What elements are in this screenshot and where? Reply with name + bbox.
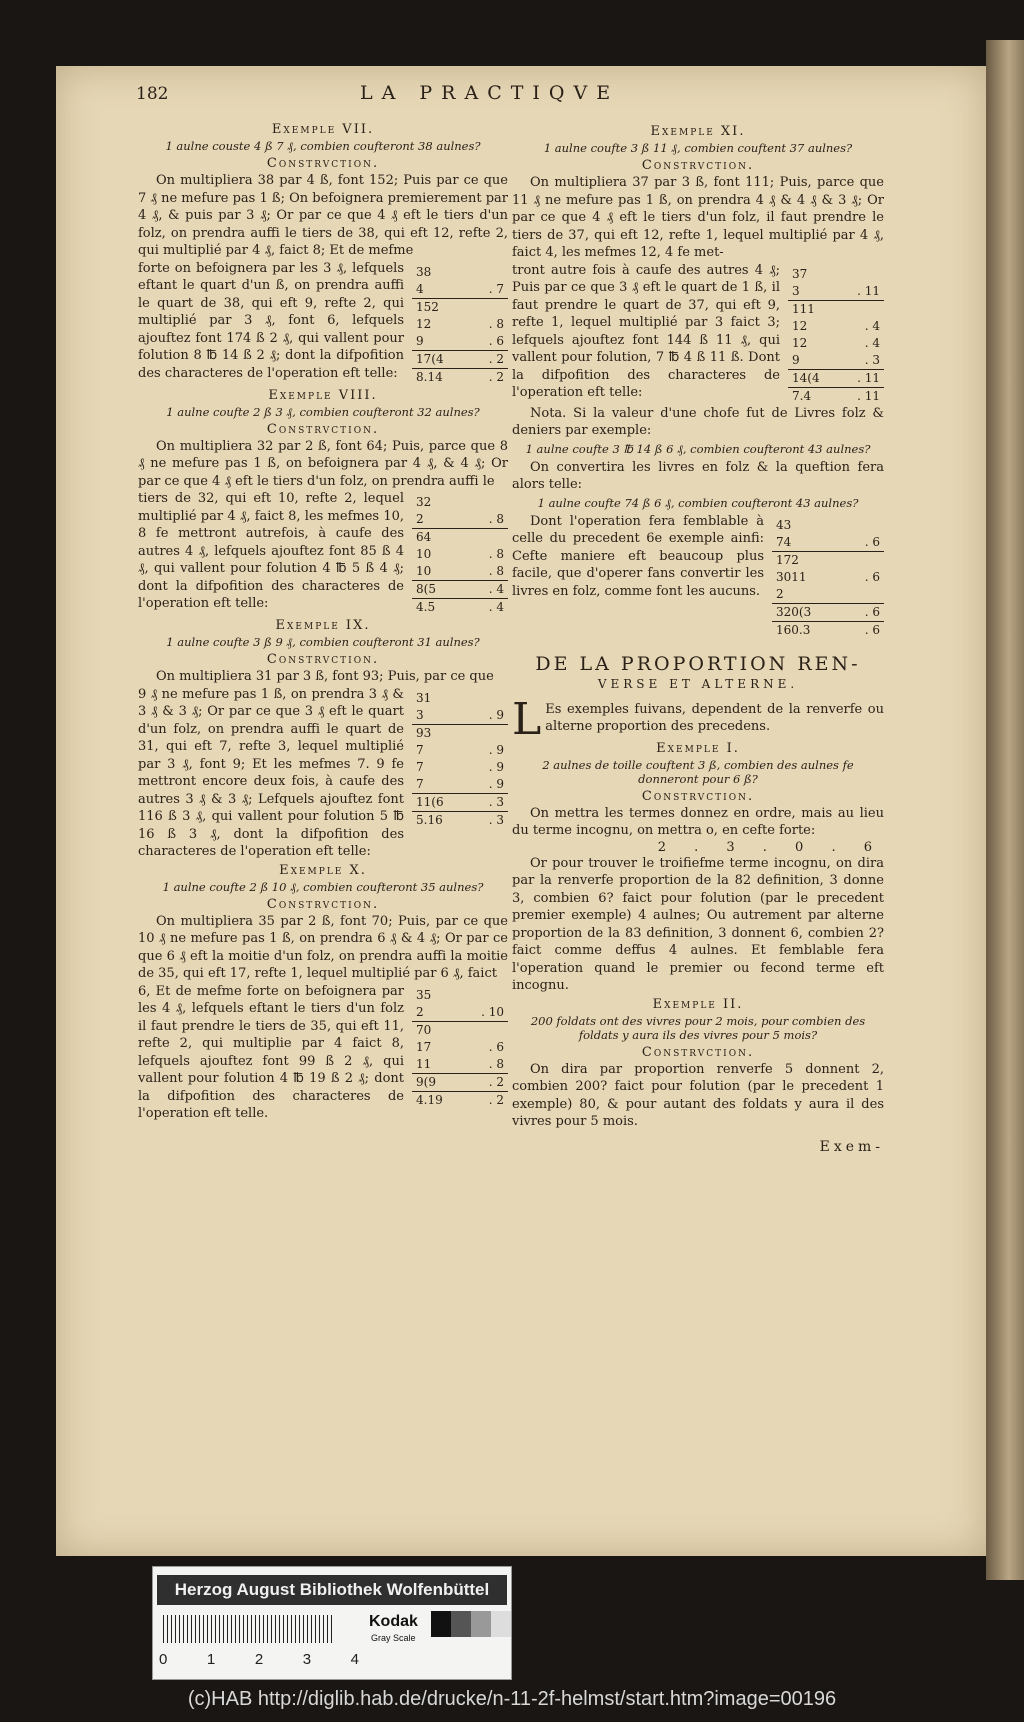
operation-value: . 11 — [857, 283, 880, 298]
example-9-text: On multipliera 31 par 3 ß, font 93; Puis, par ce que — [156, 669, 494, 684]
example-8-text-side: tiers de 32, qui eft 10, refte 2, lequel multiplié par 4 ₰, faict 8, les mefmes 10, 8 fe mettront autrefois, à caufe des autres 4 ₰, lefquels ajouftez font 85 ß 4 ₰, qui vallent pour folution 4 ℔ 5 ß 4 ₰; dont la difpofition des characteres de l'operation eft telle: — [138, 491, 404, 611]
operation-value: . 6 — [864, 622, 880, 637]
operation-row — [772, 604, 884, 622]
operation-value: . 6 — [488, 333, 504, 348]
example-7-text-side: forte on befoignera par les 3 ₰, lefquels eftant le quart d'un ß, on prendra auffi le quart de 38, qui eft 9, refte 2, qui multiplié par 3 ₰, font 6, lefquels ajouftez font 174 ß 2 ₰, qui vallent pour folution 8 ℔ 14 ß 2 ₰; dont la difpofition des characteres de l'operation eft telle: — [138, 260, 404, 381]
operation-row — [788, 283, 884, 301]
operation-row — [412, 529, 508, 546]
operation-value: . 4 — [864, 318, 880, 333]
operation-value: 4.5 — [416, 600, 436, 614]
right-column — [512, 122, 884, 1155]
operation-row — [412, 812, 508, 829]
operation-value: 17 — [416, 1039, 432, 1054]
operation-value: 2 — [416, 512, 424, 526]
operation-value: 320(3 — [776, 604, 812, 619]
operation-value: 111 — [792, 301, 815, 316]
example-7-problem: 1 aulne couste 4 ß 7 ₰, combien coufteront 38 aulnes? — [165, 139, 481, 153]
example-8-operation — [412, 490, 508, 616]
operation-row — [412, 264, 508, 281]
nota-problem-2: 1 aulne coufte 74 ß 6 ₰, combien coufteront 43 aulnes? — [537, 495, 859, 510]
operation-value: . 8 — [488, 512, 504, 526]
operation-value: . 11 — [857, 370, 880, 385]
nota-text-2: On convertira les livres en folz & la queftion fera alors telle: — [512, 459, 884, 492]
ruler-number: 3 — [302, 1651, 312, 1668]
ruler-number: 0 — [159, 1651, 168, 1668]
example-10-construction-heading: Constrvction. — [266, 896, 380, 912]
operation-row — [412, 1022, 508, 1039]
operation-row — [412, 299, 508, 316]
operation-row — [412, 1056, 508, 1074]
operation-value: . 9 — [488, 742, 504, 757]
example-11-operation — [788, 262, 884, 405]
operation-row — [412, 281, 508, 299]
operation-value: 32 — [416, 495, 432, 509]
operation-value: 64 — [416, 530, 432, 544]
operation-row — [412, 599, 508, 616]
operation-row — [772, 622, 884, 639]
operation-row — [772, 586, 884, 604]
example-8-construction-heading: Constrvction. — [266, 421, 380, 437]
nota-problem-1: 1 aulne coufte 3 ℔ 14 ß 6 ₰, combien coufteront 43 aulnes? — [525, 441, 871, 456]
example-10-heading: Exemple X. — [279, 862, 367, 878]
kodak-logo: Kodak — [369, 1613, 418, 1630]
nota-operation — [772, 513, 884, 639]
example-7-operation — [412, 260, 508, 386]
operation-value: 4 — [416, 281, 424, 296]
operation-value: 3 — [792, 283, 800, 298]
example-11-heading: Exemple XI. — [650, 124, 746, 139]
operation-value: . 4 — [488, 600, 504, 614]
operation-value: 11 — [416, 1056, 432, 1071]
example-11-text-side: tront autre fois à caufe des autres 4 ₰; Puis par ce que 3 ₰ eft le quart de 1 ß, il faut prendre le quart de 37, qui eft 9, refte 1, lequel multiplié par 3 faict 3; lefquels ajouftez font 144 ß 11 ₰, qui vallent pour folution, 7 ℔ 4 ß 11 ß. Dont la difpofition des characteres de l'operation eft telle: — [512, 262, 780, 400]
operation-value: 7 — [416, 759, 424, 774]
operation-value: 7 — [416, 776, 424, 791]
operation-value: 17(4 — [416, 351, 444, 366]
example-9-operation — [412, 686, 508, 861]
ruler-ticks — [163, 1615, 333, 1643]
example-8-text: On multipliera 32 par 2 ß, font 64; Puis, parce que 8 ₰ ne mefure pas 1 ß, on befoignera par 4 ₰, & 4 ₰; Or par ce que 4 ₰ eft le tiers d'un folz, on prendra auffi le — [138, 438, 508, 489]
operation-value: 70 — [416, 1022, 432, 1037]
proportion-intro: Es exemples fuivans, dependent de la renverfe ou alterne proportion des precedens. — [545, 701, 884, 734]
proportion-subtitle: VERSE ET ALTERNE. — [597, 676, 799, 691]
operation-value: 3011 — [776, 569, 807, 584]
example-9-text-side: 9 ₰ ne mefure pas 1 ß, on prendra 3 ₰ & 3 ₰ & 3 ₰; Or par ce que 3 ₰ eft le quart d'un folz, on prendra auffi le quart de 31, qui eft 7, refte 3, lequel multiplié par 3 ₰, font 9; Et les mefmes 7. 9 fe mettront encore deux fois, à caufe des autres 3 ₰ & 3 ₰; Lefquels ajouftez font 116 ß 3 ₰, qui vallent pour folution 5 ℔ 16 ß 3 ₰, dont la difpofition des characteres de l'operation eft telle: — [138, 686, 404, 859]
operation-value: . 2 — [488, 1092, 504, 1107]
reverse-example-2-text: On dira par proportion renverfe 5 donnent 2, combien 200? faict pour folution (par le precedent 1 exemple) 80, & pour autant des foldats y aura il des vivres pour 5 mois. — [512, 1061, 884, 1129]
operation-value: . 7 — [488, 281, 504, 296]
kodak-subtitle: Gray Scale — [371, 1633, 416, 1643]
operation-value: . 6 — [864, 604, 880, 619]
operation-value: . 8 — [488, 1056, 504, 1071]
operation-value: . 9 — [488, 759, 504, 774]
example-11-construction-heading: Constrvction. — [641, 158, 755, 173]
operation-value: 14(4 — [792, 370, 820, 385]
operation-row — [412, 494, 508, 511]
operation-row — [412, 369, 508, 386]
operation-value: 10 — [416, 564, 432, 578]
reverse-example-1-sequence: 2 . 3 . 0 . 6 — [657, 839, 884, 855]
operation-value: . 8 — [488, 316, 504, 331]
operation-row — [412, 707, 508, 725]
operation-value: 37 — [792, 266, 808, 281]
operation-row — [412, 794, 508, 812]
example-8-heading: Exemple VIII. — [268, 387, 378, 403]
reverse-example-1-construction-heading: Constrvction. — [641, 788, 755, 804]
scale-strip — [152, 1566, 512, 1680]
operation-row — [412, 581, 508, 599]
operation-value: 160.3 — [776, 622, 811, 637]
operation-value: 35 — [416, 987, 432, 1002]
operation-value: . 11 — [857, 388, 880, 403]
operation-value: 11(6 — [416, 794, 444, 809]
proportion-title: DE LA PROPORTION REN- — [535, 652, 861, 675]
operation-row — [412, 1039, 508, 1056]
operation-value: 74 — [776, 534, 792, 549]
ruler-number: 4 — [350, 1651, 359, 1668]
example-9-problem: 1 aulne coufte 3 ß 9 ₰, combien coufteront 31 aulnes? — [166, 635, 480, 649]
operation-row — [788, 388, 884, 405]
nota-text: Nota. Si la valeur d'une chofe fut de Livres folz & deniers par exemple: — [512, 405, 884, 438]
operation-value: . 3 — [864, 352, 880, 367]
example-10-operation — [412, 983, 508, 1123]
ruler-number: 1 — [206, 1651, 216, 1668]
operation-value: 9 — [416, 333, 424, 348]
example-7-text: On multipliera 38 par 4 ß, font 152; Puis par ce que 7 ₰ ne mefure pas 1 ß; On befoignera premierement par 4 ₰, & puis par 3 ₰; Or par ce que 4 ₰ eft le tiers d'un folz, on prendra auffi le tiers de 38, qui eft 12, refte 2, qui multiplié par 4 ₰, faict 8; Et de mefme — [138, 173, 508, 258]
operation-value: . 3 — [488, 812, 504, 827]
example-9-heading: Exemple IX. — [275, 618, 371, 633]
operation-row — [772, 569, 884, 586]
gray-scale-swatches — [431, 1611, 511, 1637]
reverse-example-1-text-2: Or pour trouver le troifiefme terme incognu, on dira par la renverfe proportion de la 82 definition, 3 donne 3, combien 6? faict pour folution (par le precedent premier exemple) 4 aulnes; Ou autrement par alterne proportion de la 83 definition, 3 donnent 6, combien 2? faict comme deffus 4 aulnes. Et femblable fera l'operation quand le premier ou fecond terme eft incognu. — [512, 855, 884, 993]
running-title: LA PRACTIQVE — [360, 82, 620, 104]
operation-value: 31 — [416, 690, 432, 705]
reverse-example-1-problem: 2 aulnes de toille couftent 3 ß, combien des aulnes fe donneront pour 6 ß? — [542, 757, 854, 786]
operation-row — [788, 352, 884, 370]
operation-row — [412, 316, 508, 333]
operation-value: . 4 — [864, 335, 880, 350]
example-11-problem: 1 aulne coufte 3 ß 11 ₰, combien couftent 37 aulnes? — [543, 141, 853, 155]
page-number: 182 — [136, 84, 169, 104]
operation-value: 10 — [416, 547, 432, 561]
operation-row — [412, 725, 508, 742]
ruler-numbers — [159, 1651, 359, 1668]
operation-value: . 4 — [488, 582, 504, 596]
operation-value: . 6 — [864, 569, 880, 584]
example-7-heading: Exemple VII. — [271, 122, 375, 137]
operation-value: . 6 — [488, 1039, 504, 1054]
operation-value: 8.14 — [416, 369, 443, 384]
example-8-problem: 1 aulne coufte 2 ß 3 ₰, combien coufteront 32 aulnes? — [166, 404, 480, 419]
operation-row — [412, 351, 508, 369]
operation-value: 9(9 — [416, 1074, 436, 1089]
proportion-dropcap: L — [512, 693, 542, 745]
operation-value: 38 — [416, 264, 432, 279]
operation-value: . 6 — [864, 534, 880, 549]
operation-value: 152 — [416, 299, 439, 314]
operation-value: 8(5 — [416, 582, 436, 596]
operation-row — [412, 511, 508, 529]
operation-value: 4.19 — [416, 1092, 443, 1107]
example-10-text: On multipliera 35 par 2 ß, font 70; Puis, par ce que 10 ₰ ne mefure pas 1 ß, on prendra 6 ₰ & 4 ₰; Or par ce que 6 ₰ eft la moitie d'un folz, on prendra auffi la moitie de 35, qui eft 17, refte 1, lequel multiplié par 6 ₰, faict — [138, 913, 508, 981]
operation-value: . 3 — [488, 794, 504, 809]
operation-value: . 10 — [481, 1004, 504, 1019]
operation-row — [412, 1092, 508, 1109]
operation-row — [772, 517, 884, 534]
operation-row — [788, 318, 884, 335]
operation-row — [772, 534, 884, 552]
reverse-example-1-text: On mettra les termes donnez en ordre, mais au lieu du terme incognu, on mettra o, en cefte forte: — [512, 805, 884, 838]
operation-row — [412, 546, 508, 563]
operation-row — [412, 1004, 508, 1022]
operation-row — [412, 333, 508, 351]
operation-row — [412, 987, 508, 1004]
operation-row — [412, 1074, 508, 1092]
operation-row — [772, 552, 884, 569]
operation-value: 7 — [416, 742, 424, 757]
reverse-example-1-heading: Exemple I. — [656, 740, 740, 756]
operation-value: . 9 — [488, 707, 504, 722]
operation-value: . 9 — [488, 776, 504, 791]
operation-value: 93 — [416, 725, 432, 740]
operation-value: 5.16 — [416, 812, 443, 827]
operation-row — [788, 301, 884, 318]
reverse-example-2-construction-heading: Constrvction. — [641, 1044, 755, 1060]
operation-value: 12 — [416, 316, 432, 331]
operation-value: . 2 — [488, 369, 504, 384]
operation-row — [412, 759, 508, 776]
operation-value: 12 — [792, 318, 808, 333]
operation-row — [412, 742, 508, 759]
operation-row — [788, 370, 884, 388]
operation-value: 9 — [792, 352, 800, 367]
operation-value: 2 — [776, 586, 784, 601]
image-caption: (c)HAB http://diglib.hab.de/drucke/n-11-2f-helmst/start.htm?image=00196 — [187, 1688, 837, 1710]
reverse-example-2-heading: Exemple II. — [652, 996, 744, 1012]
example-10-text-side: 6, Et de mefme forte on befoignera par les 4 ₰, lefquels eftant le tiers d'un folz il faut prendre le tiers de 35, qui eft 11, refte 2, qui multiplie par 4 faict 8, lefquels ajouftez font 99 ß 2 ₰, qui vallent pour folution 4 ℔ 19 ß 2 ₰; dont la difpofition des characteres de l'operation eft telle. — [138, 983, 404, 1121]
operation-value: . 8 — [488, 547, 504, 561]
operation-value: 12 — [792, 335, 808, 350]
operation-row — [412, 690, 508, 707]
operation-row — [412, 563, 508, 581]
example-7-construction-heading: Constrvction. — [266, 156, 380, 171]
operation-value: 7.4 — [792, 388, 812, 403]
operation-value: . 8 — [488, 564, 504, 578]
operation-value: 2 — [416, 1004, 424, 1019]
example-10-problem: 1 aulne coufte 2 ß 10 ₰, combien coufteront 35 aulnes? — [162, 879, 484, 894]
left-column — [138, 120, 508, 1123]
operation-value: 3 — [416, 707, 424, 722]
nota-text-side: Dont l'operation fera femblable à celle du precedent 6e exemple ainfi: Cefte maniere eft beaucoup plus facile, que d'operer fans convertir les livres en folz, comme font les aucuns. — [512, 513, 764, 599]
operation-value: 43 — [776, 517, 792, 532]
library-label: Herzog August Bibliothek Wolfenbüttel — [157, 1575, 507, 1605]
operation-row — [788, 335, 884, 352]
operation-value: . 2 — [488, 1074, 504, 1089]
book-spine — [986, 40, 1024, 1580]
operation-row — [412, 776, 508, 794]
ruler-number: 2 — [254, 1651, 264, 1668]
operation-value: 172 — [776, 552, 799, 567]
example-9-construction-heading: Constrvction. — [266, 652, 380, 667]
example-11-text: On multipliera 37 par 3 ß, font 111; Puis, parce que 11 ₰ ne mefure pas 1 ß, on prendra 4 ₰ & 4 ₰ & 3 ₰; Or par ce que 4 ₰ eft le tiers d'un folz, il faut prendre le tiers de 37, qui eft 12, refte 1, lequel multiplié par 4 ₰, faict 4, les mefmes 12, 4 fe met- — [512, 175, 884, 260]
catchword: Exem- — [819, 1138, 884, 1155]
operation-value: . 2 — [488, 351, 504, 366]
operation-row — [788, 266, 884, 283]
reverse-example-2-problem: 200 foldats ont des vivres pour 2 mois, pour combien des foldats y aura ils des vivres pour 5 mois? — [530, 1013, 866, 1042]
